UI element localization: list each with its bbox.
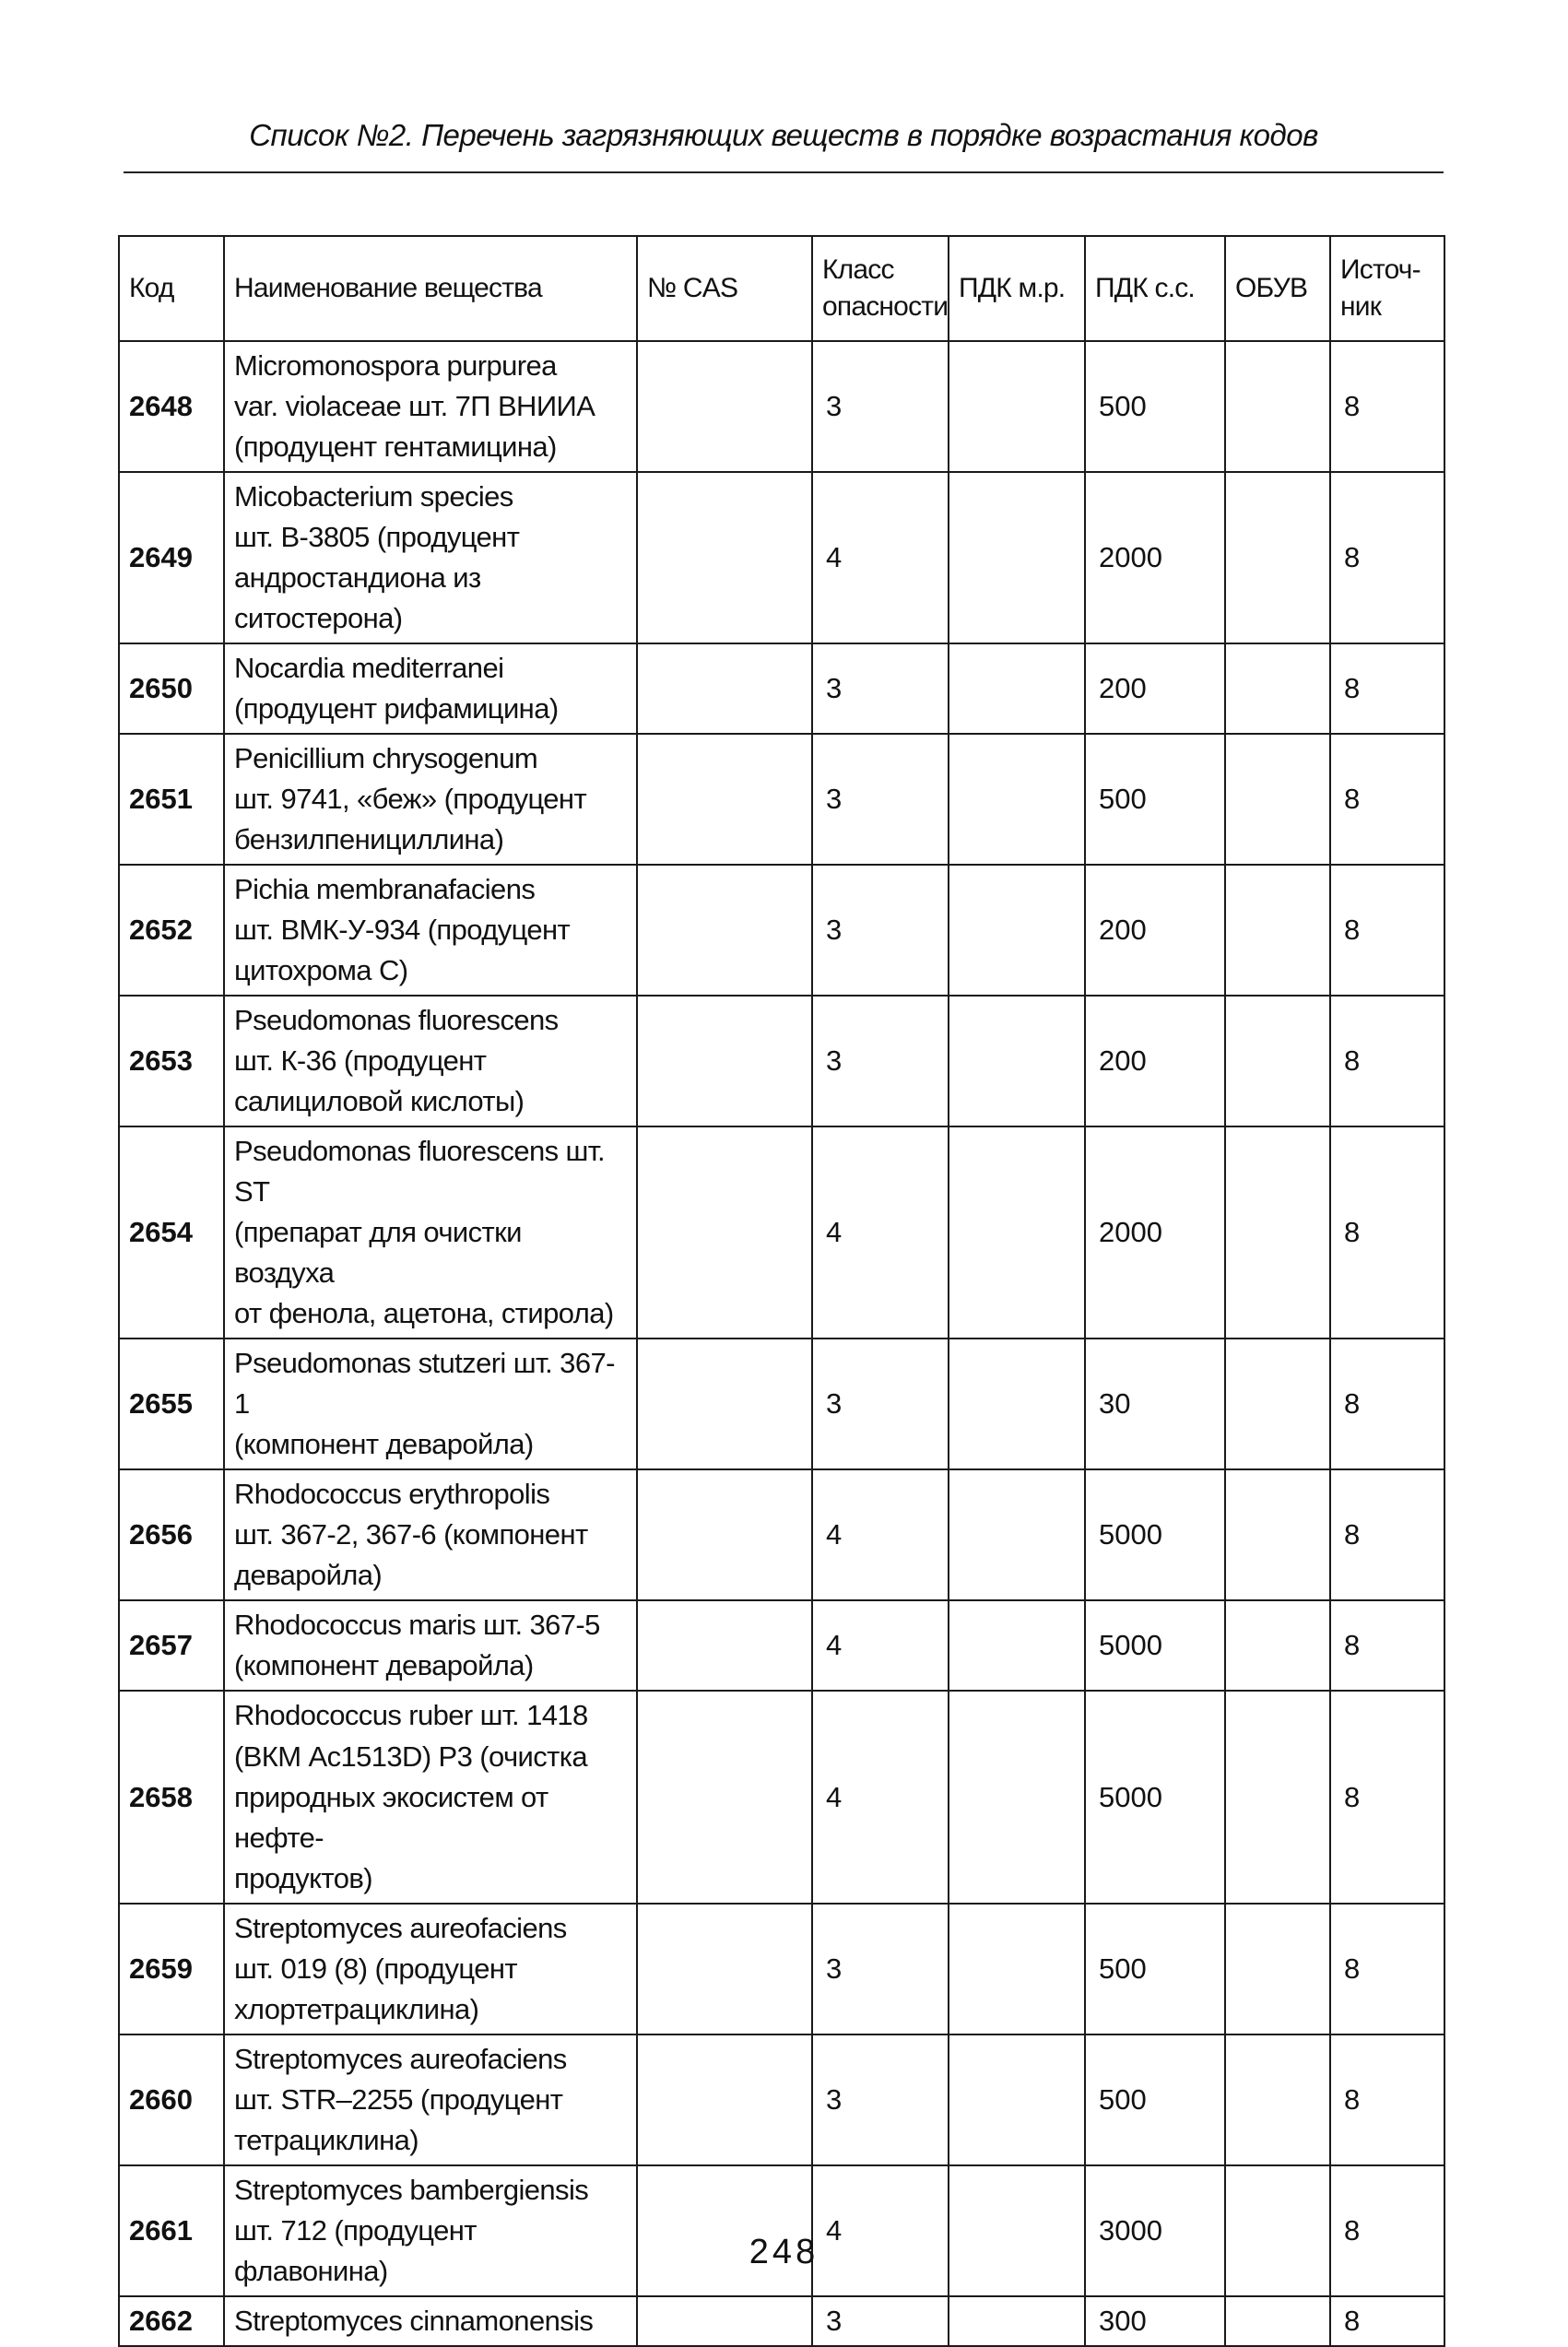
column-header-pdk-ss: ПДК с.с. [1085, 236, 1225, 341]
cell-pdk-ss: 500 [1085, 734, 1225, 865]
page-number: 248 [749, 2233, 819, 2271]
cell-substance-name: Streptomyces aureofaciens шт. STR–2255 (продуцент тетрациклина) [224, 2034, 637, 2165]
cell-pdk-mr [949, 1691, 1085, 1903]
cell-substance-name: Streptomyces cinnamonensis [224, 2296, 637, 2346]
table-row [119, 1469, 1444, 1600]
cell-hazard-class: 3 [812, 996, 949, 1126]
cell-code: 2651 [119, 734, 224, 865]
cell-obuv [1225, 1469, 1330, 1600]
cell-pdk-ss: 500 [1085, 341, 1225, 472]
cell-pdk-ss: 5000 [1085, 1691, 1225, 1903]
cell-pdk-mr [949, 2034, 1085, 2165]
cell-obuv [1225, 2165, 1330, 2296]
cell-substance-name: Penicillium chrysogenum шт. 9741, «беж» (продуцент бензилпенициллина) [224, 734, 637, 865]
table-header-row [119, 236, 1444, 341]
cell-code: 2657 [119, 1600, 224, 1691]
cell-substance-name: Rhodococcus ruber шт. 1418 (ВКМ Ас1513D) Р3 (очистка природных экосистем от нефте- продуктов) [224, 1691, 637, 1903]
cell-code: 2652 [119, 865, 224, 996]
cell-source: 8 [1330, 1904, 1444, 2034]
cell-cas [637, 865, 812, 996]
column-header-source [1330, 236, 1444, 341]
cell-source: 8 [1330, 472, 1444, 643]
column-header-code: Код [119, 236, 224, 341]
cell-substance-name: Streptomyces aureofaciens шт. 019 (8) (продуцент хлортетрациклина) [224, 1904, 637, 2034]
cell-hazard-class: 3 [812, 734, 949, 865]
cell-code: 2654 [119, 1126, 224, 1339]
cell-hazard-class: 3 [812, 2296, 949, 2346]
cell-source: 8 [1330, 341, 1444, 472]
column-header-cas: № CAS [637, 236, 812, 341]
column-header-substance-name: Наименование вещества [224, 236, 637, 341]
cell-obuv [1225, 1904, 1330, 2034]
cell-cas [637, 2034, 812, 2165]
cell-obuv [1225, 1126, 1330, 1339]
cell-substance-name: Micobacterium species шт. В-3805 (продуцент андростандиона из ситостерона) [224, 472, 637, 643]
table-row [119, 472, 1444, 643]
cell-pdk-ss: 300 [1085, 2296, 1225, 2346]
cell-source: 8 [1330, 2296, 1444, 2346]
cell-code: 2656 [119, 1469, 224, 1600]
cell-pdk-mr [949, 1339, 1085, 1469]
cell-code: 2653 [119, 996, 224, 1126]
cell-code: 2662 [119, 2296, 224, 2346]
cell-cas [637, 2296, 812, 2346]
cell-obuv [1225, 734, 1330, 865]
table-row [119, 341, 1444, 472]
cell-cas [637, 341, 812, 472]
cell-hazard-class: 4 [812, 2165, 949, 2296]
cell-pdk-ss: 500 [1085, 2034, 1225, 2165]
cell-cas [637, 996, 812, 1126]
cell-pdk-ss: 200 [1085, 996, 1225, 1126]
cell-substance-name: Rhodococcus maris шт. 367-5 (компонент деваройла) [224, 1600, 637, 1691]
cell-obuv [1225, 1339, 1330, 1469]
cell-obuv [1225, 472, 1330, 643]
table-row [119, 865, 1444, 996]
cell-source: 8 [1330, 1469, 1444, 1600]
cell-cas [637, 734, 812, 865]
cell-pdk-mr [949, 2165, 1085, 2296]
cell-hazard-class: 4 [812, 1600, 949, 1691]
table-row [119, 2296, 1444, 2346]
cell-source: 8 [1330, 1126, 1444, 1339]
cell-code: 2659 [119, 1904, 224, 2034]
table-row [119, 643, 1444, 734]
cell-pdk-mr [949, 996, 1085, 1126]
table-row [119, 2034, 1444, 2165]
cell-pdk-ss: 200 [1085, 865, 1225, 996]
cell-cas [637, 1469, 812, 1600]
cell-source: 8 [1330, 734, 1444, 865]
cell-substance-name: Rhodococcus erythropolis шт. 367-2, 367-6 (компонент деваройла) [224, 1469, 637, 1600]
cell-substance-name: Pichia membranafaciens шт. ВМК-У-934 (продуцент цитохрома С) [224, 865, 637, 996]
cell-hazard-class: 4 [812, 472, 949, 643]
cell-substance-name: Streptomyces bambergiensis шт. 712 (продуцент флавонина) [224, 2165, 637, 2296]
cell-substance-name: Pseudomonas stutzeri шт. 367-1 (компонент деваройла) [224, 1339, 637, 1469]
cell-code: 2658 [119, 1691, 224, 1903]
cell-cas [637, 643, 812, 734]
cell-obuv [1225, 1600, 1330, 1691]
cell-pdk-ss: 5000 [1085, 1600, 1225, 1691]
cell-hazard-class: 3 [812, 2034, 949, 2165]
cell-hazard-class: 3 [812, 341, 949, 472]
cell-source: 8 [1330, 2034, 1444, 2165]
cell-obuv [1225, 643, 1330, 734]
cell-cas [637, 1600, 812, 1691]
cell-pdk-mr [949, 1126, 1085, 1339]
hazard-class-header-label: Класс опасности [822, 254, 949, 322]
cell-pdk-mr [949, 472, 1085, 643]
table-row [119, 1691, 1444, 1903]
column-header-hazard-class [812, 236, 949, 341]
cell-source: 8 [1330, 996, 1444, 1126]
cell-hazard-class: 4 [812, 1126, 949, 1339]
cell-code: 2661 [119, 2165, 224, 2296]
cell-pdk-mr [949, 865, 1085, 996]
cell-code: 2660 [119, 2034, 224, 2165]
table-row [119, 1126, 1444, 1339]
table-row [119, 2165, 1444, 2296]
column-header-obuv: ОБУВ [1225, 236, 1330, 341]
cell-cas [637, 472, 812, 643]
cell-obuv [1225, 865, 1330, 996]
cell-obuv [1225, 996, 1330, 1126]
table-row [119, 1904, 1444, 2034]
table-row [119, 1339, 1444, 1469]
cell-pdk-mr [949, 734, 1085, 865]
cell-source: 8 [1330, 1600, 1444, 1691]
cell-code: 2649 [119, 472, 224, 643]
cell-hazard-class: 4 [812, 1469, 949, 1600]
cell-cas [637, 1126, 812, 1339]
cell-substance-name: Pseudomonas fluorescens шт. ST (препарат для очистки воздуха от фенола, ацетона, стирола) [224, 1126, 637, 1339]
cell-hazard-class: 3 [812, 1339, 949, 1469]
cell-hazard-class: 4 [812, 1691, 949, 1903]
cell-substance-name: Pseudomonas fluorescens шт. К-36 (продуцент салициловой кислоты) [224, 996, 637, 1126]
column-header-pdk-mr: ПДК м.р. [949, 236, 1085, 341]
cell-hazard-class: 3 [812, 865, 949, 996]
cell-pdk-mr [949, 341, 1085, 472]
cell-pdk-ss: 30 [1085, 1339, 1225, 1469]
cell-pdk-ss: 2000 [1085, 1126, 1225, 1339]
cell-pdk-ss: 200 [1085, 643, 1225, 734]
cell-pdk-ss: 5000 [1085, 1469, 1225, 1600]
page-header-title: Список №2. Перечень загрязняющих веществ в порядке возрастания кодов [249, 118, 1318, 152]
cell-source: 8 [1330, 1691, 1444, 1903]
cell-pdk-mr [949, 2296, 1085, 2346]
pollutants-table [118, 235, 1445, 2347]
cell-hazard-class: 3 [812, 1904, 949, 2034]
cell-code: 2648 [119, 341, 224, 472]
table-row [119, 996, 1444, 1126]
cell-cas [637, 1691, 812, 1903]
cell-source: 8 [1330, 643, 1444, 734]
cell-source: 8 [1330, 1339, 1444, 1469]
cell-substance-name: Micromonospora purpurea var. violaceae шт. 7П ВНИИА (продуцент гентамицина) [224, 341, 637, 472]
cell-obuv [1225, 341, 1330, 472]
cell-obuv [1225, 2034, 1330, 2165]
cell-substance-name: Nocardia mediterranei (продуцент рифамицина) [224, 643, 637, 734]
cell-pdk-ss: 500 [1085, 1904, 1225, 2034]
cell-source: 8 [1330, 865, 1444, 996]
cell-pdk-mr [949, 1600, 1085, 1691]
cell-obuv [1225, 2296, 1330, 2346]
cell-code: 2655 [119, 1339, 224, 1469]
cell-cas [637, 1339, 812, 1469]
source-header-label: Источ- ник [1340, 254, 1421, 322]
cell-code: 2650 [119, 643, 224, 734]
cell-cas [637, 2165, 812, 2296]
cell-hazard-class: 3 [812, 643, 949, 734]
cell-cas [637, 1904, 812, 2034]
cell-obuv [1225, 1691, 1330, 1903]
table-body [119, 341, 1444, 2346]
header-divider [124, 171, 1444, 173]
cell-pdk-mr [949, 1469, 1085, 1600]
cell-pdk-mr [949, 1904, 1085, 2034]
table-row [119, 1600, 1444, 1691]
cell-pdk-ss: 3000 [1085, 2165, 1225, 2296]
table-row [119, 734, 1444, 865]
cell-pdk-ss: 2000 [1085, 472, 1225, 643]
cell-source: 8 [1330, 2165, 1444, 2296]
cell-pdk-mr [949, 643, 1085, 734]
